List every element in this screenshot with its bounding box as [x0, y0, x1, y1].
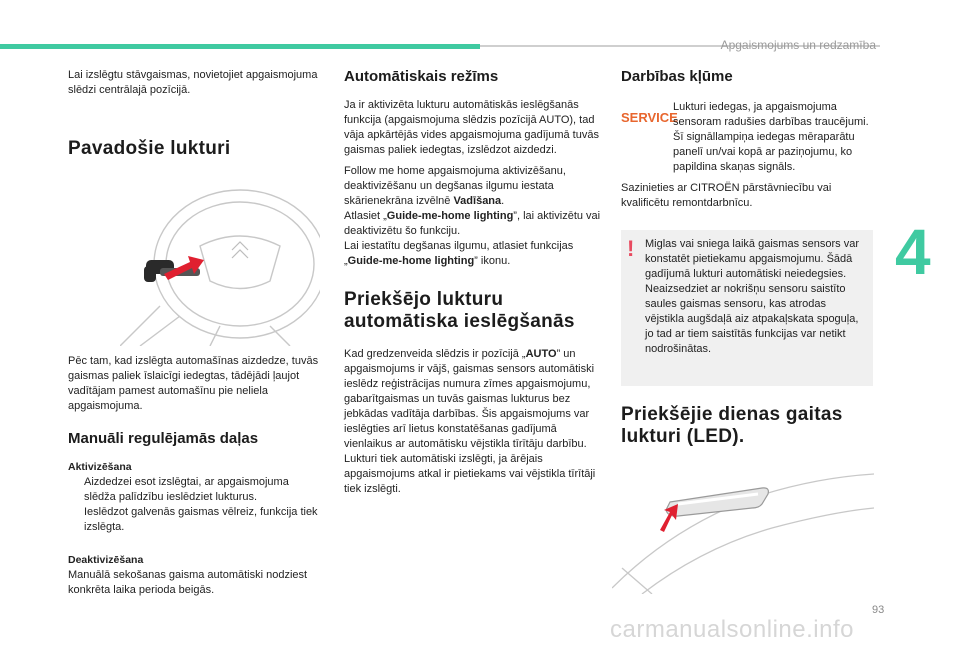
headlamp-paragraph-2: Lukturi tiek automātiski izslēgti, ja ārējais apgaismojums atkal ir pietiekams vai vējstikla tīrītāji tiek izslēgti. [344, 453, 596, 495]
column-right [621, 68, 876, 217]
after-image-paragraph: Pēc tam, kad izslēgta automašīnas aizdedze, tuvās gaismas paliek īslaicīgi iedegtas, tādējādi ļaujot vadītājam pamest automašīnu pie neliela apgaismojuma. [68, 355, 319, 412]
column-left-lower [68, 354, 320, 604]
deactivation-label: Deaktivizēšana [68, 554, 144, 566]
activation-label: Aktivizēšana [68, 461, 132, 473]
list-item: Aizdedzei esot izslēgtai, ar apgaismojuma slēdža palīdzību ieslēdziet lukturus. [68, 475, 320, 505]
service-warning [621, 100, 876, 175]
heading-guiding-lights: Pavadošie lukturi [68, 138, 231, 159]
section-title: Apgaismojums un redzamība [720, 38, 876, 52]
heading-daytime-running-lights: Priekšējie dienas gaitas lukturi (LED). [621, 404, 843, 447]
bullet-icon [68, 505, 84, 535]
steering-wheel-stalk-illustration [120, 186, 320, 346]
headlamp-paragraph-1: Kad gredzenveida slēdzis ir pozīcijā „AUTO” un apgaismojums ir vājš, gaismas sensors automātiski ieslēdz reģistrācijas numura zīmes apgaismojumu, gabarītgaismas un tuvās gaismas lukturus bez jebkādas vadītāja darbības. Šis apgaismojums var ieslēgties arī lietus konstatēšanas gadījumā vienlaikus ar automātisku vējstikla tīrītāju darbību. [344, 348, 595, 450]
led-daytime-light-illustration [612, 468, 874, 594]
page-number: 93 [872, 604, 885, 616]
contact-paragraph: Sazinieties ar CITROËN pārstāvniecību vai kvalificētu remontdarbnīcu. [621, 182, 832, 209]
heading-automatic-mode: Automātiskais režīms [344, 68, 499, 85]
heading-manual-adjustment: Manuāli regulējamās daļas [68, 430, 259, 447]
service-warning-icon: SERVICE [621, 110, 678, 125]
service-text: Lukturi iedegas, ja apgaismojuma sensoram radušies darbības traucējumi. Šī signāllampiņa iedegas mēraparātu panelī un/vai kopā ar paziņojumu, ko papildina skaņas signāls. [673, 101, 869, 173]
chapter-number: 4 [895, 216, 931, 288]
column-middle [344, 68, 602, 503]
list-item: Ieslēdzot galvenās gaismas vēlreiz, funkcija tiek izslēgta. [68, 505, 320, 535]
auto-paragraph-3: Atlasiet „Guide-me-home lighting”, lai aktivizētu vai deaktivizētu šo funkciju. [344, 210, 601, 237]
column-left [68, 68, 320, 160]
warning-exclamation-icon: ! [627, 236, 635, 261]
heading-malfunction: Darbības kļūme [621, 68, 733, 85]
heading-automatic-headlamps: Priekšējo lukturu automātiska ieslēgšanās [344, 289, 575, 332]
deactivation-text: Manuālā sekošanas gaisma automātiski nodziest konkrēta laika perioda beigās. [68, 569, 308, 596]
auto-paragraph-2: Follow me home apgaismojuma aktivizēšanu, deaktivizēšanu un degšanas ilgumu iestata skārienekrāna izvēlnē Vadīšana. [344, 165, 566, 207]
header-accent-bar [0, 44, 480, 49]
warning-text: Miglas vai sniega laikā gaismas sensors var konstatēt pietiekamu apgaismojumu. Šādā gadījumā lukturi automātiski neiedegsies. Neaizsedziet ar nokrišņu sensoru saistīto saules gaismas sensoru, kas atrodas vējstikla augšdaļā aiz atpakaļskata spoguļa, jo tad ar tiem saistītās funkcijas var netikt nodrošinātas. [645, 238, 859, 355]
watermark: carmanualsonline.info [610, 616, 854, 643]
bullet-icon [68, 475, 84, 505]
red-arrow-icon [660, 504, 678, 532]
auto-paragraph-4: Lai iestatītu degšanas ilgumu, atlasiet funkcijas „Guide-me-home lighting” ikonu. [344, 240, 574, 267]
auto-paragraph-1: Ja ir aktivizēta lukturu automātiskās ieslēgšanās funkcija (apgaismojuma slēdzis pozīcijā AUTO), tad vāja apkārtējās vides apgaismojuma gadījumā tuvās gaismas paliek iedegtas, izslēdzot aizdedzi. [344, 99, 599, 156]
intro-paragraph: Lai izslēgtu stāvgaismas, novietojiet apgaismojuma slēdzi centrālajā pozīcijā. [68, 69, 318, 96]
